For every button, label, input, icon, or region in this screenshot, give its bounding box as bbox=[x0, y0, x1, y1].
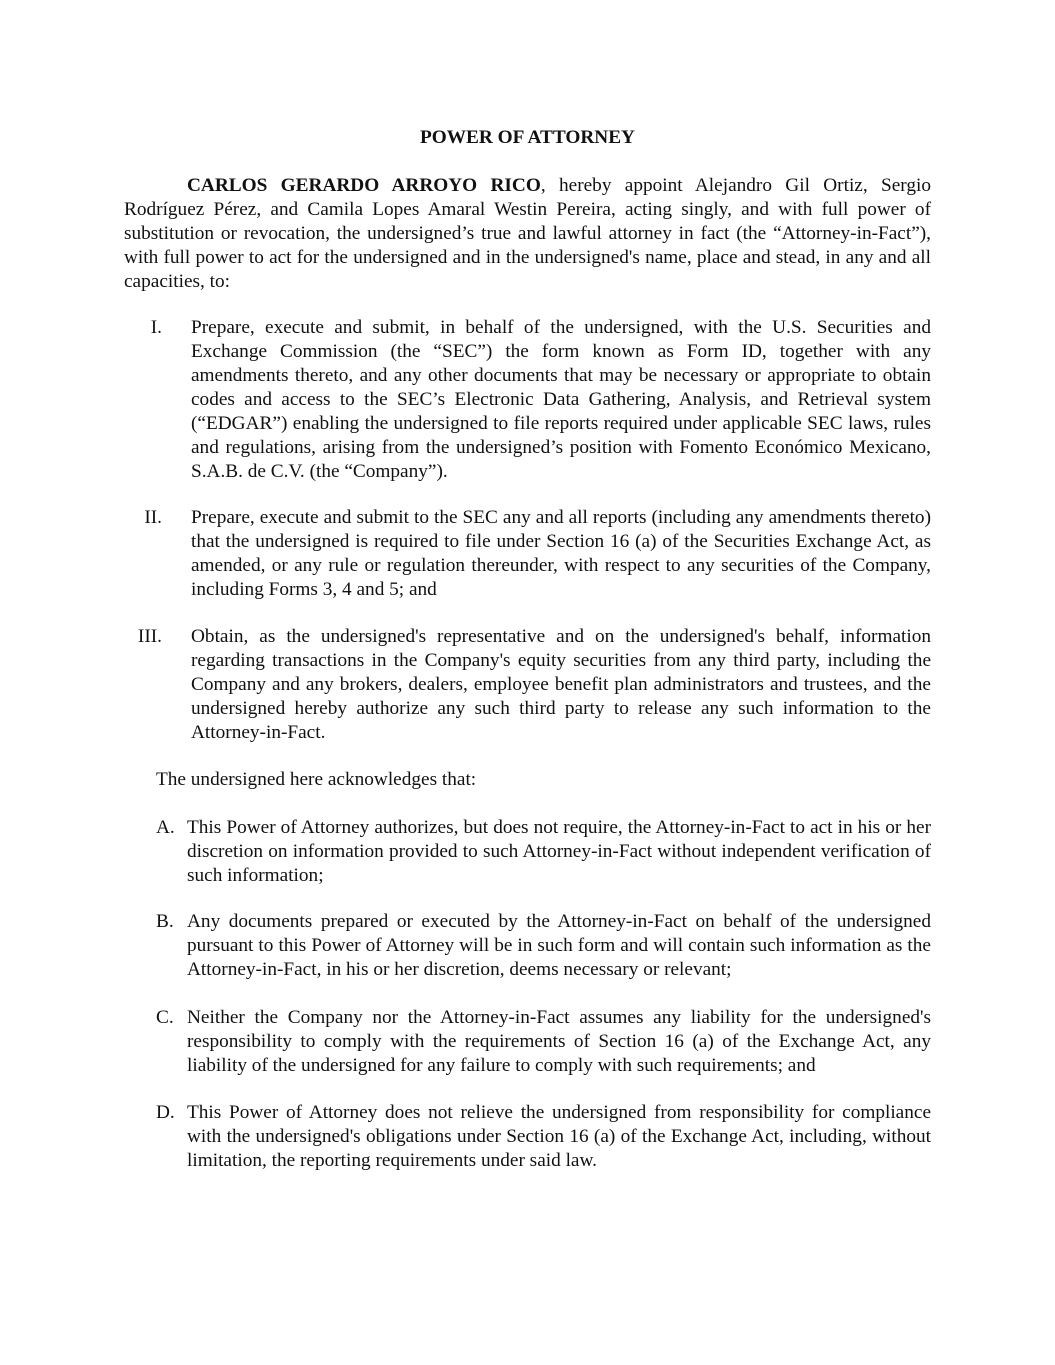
item-text: This Power of Attorney authorizes, but does not require, the Attorney-in-Fact to act in his or her discretion on information provided to such Attorney-in-Fact without independent verification of such information; bbox=[187, 817, 931, 886]
item-letter: A. bbox=[156, 817, 175, 838]
intro-text: , hereby appoint Alejandro Gil Ortiz, Sergio Rodríguez Pérez, and Camila Lopes Amaral Westin Pereira, acting singly, and with full power of substitution or revocation, the undersigned’s true and lawful attorney in fact (the “Attorney-in-Fact”), with full power to act for the undersigned and in the undersigned's name, place and stead, in any and all capacities, to: bbox=[124, 175, 931, 292]
acknowledgement-item bbox=[156, 910, 931, 982]
power-item bbox=[124, 625, 931, 745]
acknowledgement-item bbox=[156, 816, 931, 888]
acknowledgement-item bbox=[156, 1006, 931, 1078]
power-item bbox=[124, 506, 931, 602]
intro-paragraph bbox=[124, 174, 931, 294]
item-number: I. bbox=[150, 317, 162, 338]
item-text: This Power of Attorney does not relieve the undersigned from responsibility for compliance with the undersigned's obligations under Section 16 (a) of the Exchange Act, including, without limitation, the reporting requirements under said law. bbox=[187, 1102, 931, 1171]
grantor-name: CARLOS GERARDO ARROYO RICO bbox=[187, 175, 541, 196]
item-number: II. bbox=[144, 507, 162, 528]
document-title: POWER OF ATTORNEY bbox=[420, 127, 635, 148]
item-text: Any documents prepared or executed by the Attorney-in-Fact on behalf of the undersigned pursuant to this Power of Attorney will be in such form and will contain such information as the Attorney-in-Fact, in his or her discretion, deems necessary or relevant; bbox=[187, 911, 931, 980]
item-text: Neither the Company nor the Attorney-in-Fact assumes any liability for the undersigned's responsibility to comply with the requirements of Section 16 (a) of the Exchange Act, any liability of the undersigned for any failure to comply with such requirements; and bbox=[187, 1007, 931, 1076]
item-number: III. bbox=[137, 626, 162, 647]
item-text: Obtain, as the undersigned's representative and on the undersigned's behalf, information regarding transactions in the Company's equity securities from any third party, including the Company and any brokers, dealers, employee benefit plan administrators and trustees, and the undersigned hereby authorize any such third party to release any such information to the Attorney-in-Fact. bbox=[191, 626, 931, 743]
item-letter: C. bbox=[156, 1007, 174, 1028]
acknowledge-heading: The undersigned here acknowledges that: bbox=[156, 769, 477, 790]
power-item bbox=[124, 316, 931, 484]
item-letter: B. bbox=[156, 911, 174, 932]
item-text: Prepare, execute and submit to the SEC any and all reports (including any amendments thereto) that the undersigned is required to file under Section 16 (a) of the Securities Exchange Act, as amended, or any rule or regulation thereunder, with respect to any securities of the Company, including Forms 3, 4 and 5; and bbox=[191, 507, 931, 600]
item-text: Prepare, execute and submit, in behalf of the undersigned, with the U.S. Securities and Exchange Commission (the “SEC”) the form known as Form ID, together with any amendments thereto, and any other documents that may be necessary or appropriate to obtain codes and access to the SEC’s Electronic Data Gathering, Analysis, and Retrieval system (“EDGAR”) enabling the undersigned to file reports required under applicable SEC laws, rules and regulations, arising from the undersigned’s position with Fomento Económico Mexicano, S.A.B. de C.V. (the “Company”). bbox=[191, 317, 931, 482]
acknowledgement-item bbox=[156, 1101, 931, 1173]
item-letter: D. bbox=[156, 1102, 175, 1123]
